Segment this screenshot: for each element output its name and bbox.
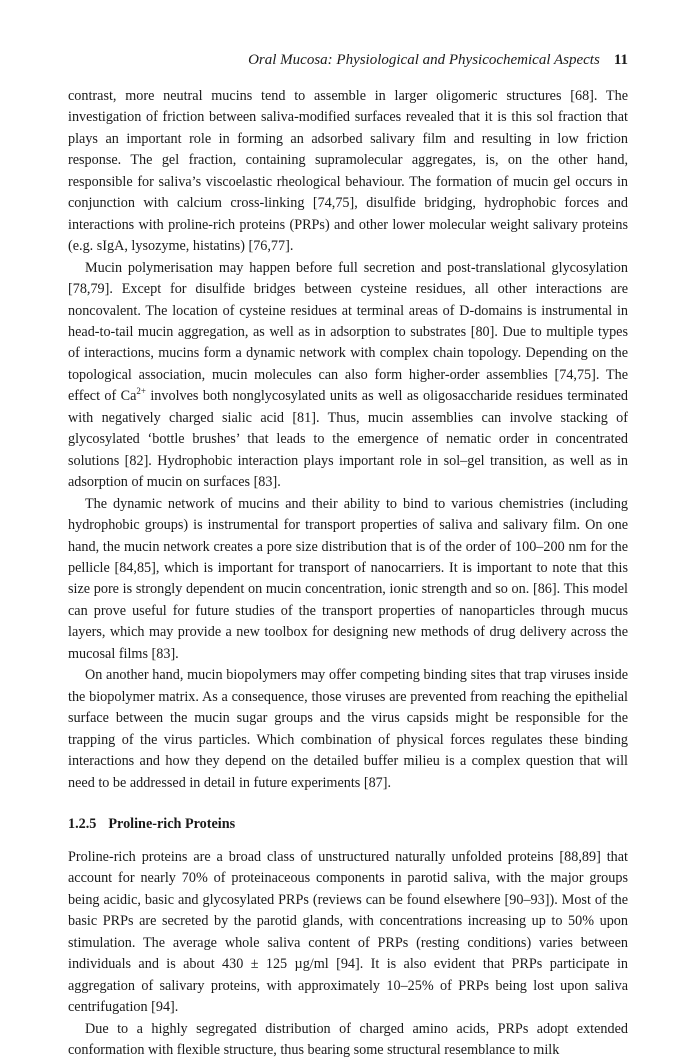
- paragraph: Proline-rich proteins are a broad class of unstructured naturally unfolded proteins [88,89] that account for nearly 70% of proteinaceous components in parotid saliva, with the major groups being acidic, basic and glycosylated PRPs (reviews can be found elsewhere [90–93]). Most of the basic PRPs are secreted by the parotid glands, with concentrations increasing up to 50% upon stimulation. The average whole saliva content of PRPs (resting conditions) varies between individuals and is about 430 ± 125 µg/ml [94]. It is also evident that PRPs participate in aggregation of salivary proteins, with approximately 10–25% of PRPs being lost upon saliva centrifugation [94].: [68, 848, 628, 1016]
- paragraph: [68, 258, 628, 494]
- running-title: Oral Mucosa: Physiological and Physicochemical Aspects: [248, 52, 600, 68]
- superscript: 2+: [136, 386, 146, 397]
- paragraph: On another hand, mucin biopolymers may offer competing binding sites that trap viruses inside the biopolymer matrix. As a consequence, those viruses are prevented from reaching the epithelial surface between the mucin sugar groups and the virus capsids might be responsible for the trapping of the virus particles. Which combination of physical forces regulates these binding interactions and how they depend on the detailed buffer milieu is a complex question that will need to be addressed in detail in future experiments [87].: [68, 667, 628, 791]
- body-text: [68, 86, 628, 1061]
- paragraph: The dynamic network of mucins and their ability to bind to various chemistries (including hydrophobic groups) is instrumental for transport properties of saliva and salivary film. On one hand, the mucin network creates a pore size distribution that is of the order of 100–200 nm for the pellicle [84,85], which is important for transport of nanocarriers. It is important to note that this size pore is strongly dependent on mucin concentration, ionic strength and so on. [86]. This model can prove useful for future studies of the transport properties of nanoparticles through mucus layers, which may provide a new toolbox for designing new methods of drug delivery across the mucosal films [83].: [68, 495, 628, 662]
- section-title: Proline-rich Proteins: [108, 815, 236, 832]
- paragraph-text: involves both nonglycosylated units as well as oligosaccharide residues terminated with negatively charged sialic acid [81]. Thus, mucin assemblies can involve stacking of glycosylated ‘bottle brushes’ that leads to the emergence of nematic order in concentrated solutions [82]. Hydrophobic interaction plays important role in sol–gel transition, as well as in adsorption of mucin on surfaces [83].: [68, 388, 628, 491]
- paragraph: Due to a highly segregated distribution of charged amino acids, PRPs adopt extended conformation with flexible structure, thus bearing some structural resemblance to milk: [68, 1020, 628, 1059]
- page: [68, 50, 628, 1061]
- section-number: 1.2.5: [68, 815, 97, 832]
- paragraph-text: Mucin polymerisation may happen before full secretion and post-translational glycosylation [78,79]. Except for disulfide bridges between cysteine residues, all other interactions are noncovalent. The location of cysteine residues at terminal areas of D-domains is instrumental in head-to-tail mucin aggregation, as well as in adsorption to substrates [80]. Due to multiple types of interactions, mucins form a dynamic network with complex chain topology. Depending on the topological association, mucin molecules can also form higher-order assemblies [74,75]. The effect of Ca: [68, 259, 628, 405]
- paragraph: contrast, more neutral mucins tend to assemble in larger oligomeric structures [68]. The investigation of friction between saliva-modified surfaces revealed that it is this sol fraction that plays an important role in forming an adsorbed salivary film and resulting in low friction response. The gel fraction, containing supramolecular aggregates, is, on the other hand, responsible for saliva’s viscoelastic rheological behaviour. The formation of mucin gel occurs in conjunction with calcium cross-linking [74,75], disulfide bridging, hydrophobic forces and interactions with proline-rich proteins (PRPs) and other lower molecular weight salivary proteins (e.g. sIgA, lysozyme, histatins) [76,77].: [68, 88, 628, 255]
- page-number: 11: [613, 52, 628, 68]
- running-header: [68, 50, 628, 70]
- section-heading: [68, 814, 628, 835]
